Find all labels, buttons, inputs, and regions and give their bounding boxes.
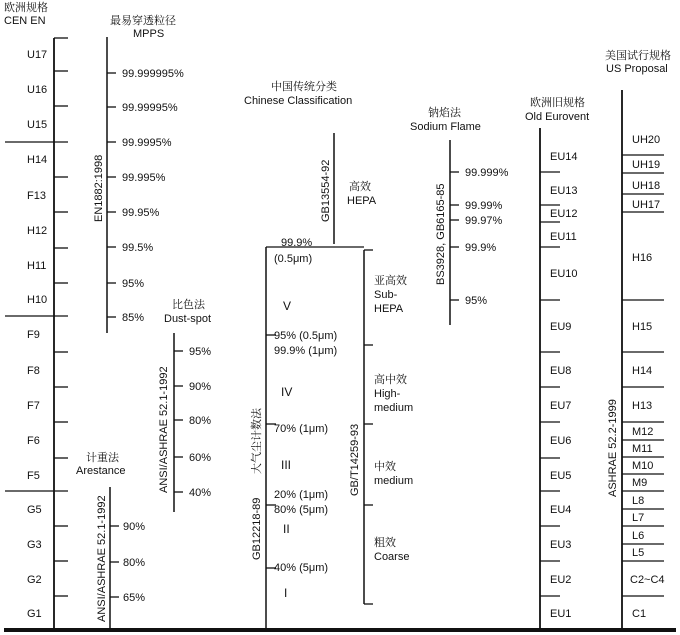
mpps-value: 99.5%: [122, 242, 154, 254]
sodium-standard: BS3928, GB6165-85: [435, 183, 447, 285]
dustspot-value: 40%: [189, 487, 212, 499]
mpps-value: 99.995%: [122, 172, 166, 184]
general-filter-standard: GB/T14259-93: [349, 423, 361, 496]
cen-grade: U17: [27, 49, 48, 61]
us-title-en: US Proposal: [606, 63, 668, 75]
us-grade: M9: [632, 477, 648, 489]
chinese-value: 95% (0.5μm): [274, 330, 338, 342]
chinese-value: 99.9% (1μm): [274, 345, 338, 357]
us-grade: H15: [632, 321, 653, 333]
eurovent-grade: EU6: [550, 435, 572, 447]
cen-grade: G3: [27, 539, 42, 551]
us-grade: C1: [632, 608, 647, 620]
dustspot-value: 90%: [189, 381, 212, 393]
eurovent-grade: EU12: [550, 208, 578, 220]
sodium-value: 95%: [465, 295, 488, 307]
dustspot-ticks: [174, 351, 183, 492]
cen-title-cn: 欧洲规格: [4, 2, 48, 14]
mpps-value-labels: [122, 68, 184, 324]
roman-class: IV: [281, 385, 293, 399]
arrestance-title-en: Arestance: [76, 465, 126, 477]
chinese-ticks: [266, 335, 276, 568]
dustspot-title-cn: 比色法: [172, 299, 205, 311]
us-grade: H13: [632, 400, 653, 412]
cen-grade: F5: [27, 470, 40, 482]
eurovent-grade: EU11: [550, 231, 577, 243]
us-grade: M10: [632, 460, 654, 472]
cen-grade: F6: [27, 435, 40, 447]
cen-grade: H12: [27, 225, 48, 237]
dustspot-value: 60%: [189, 452, 212, 464]
particle-count-standard: GB12218-89: [251, 497, 263, 560]
us-grade: UH20: [632, 134, 661, 146]
roman-class: II: [283, 522, 290, 536]
us-grade: UH19: [632, 159, 661, 171]
mpps-title-en: MPPS: [133, 28, 165, 40]
mpps-value: 85%: [122, 312, 145, 324]
cen-grade: H11: [27, 260, 47, 272]
cen-grade: U16: [27, 84, 48, 96]
dustspot-standard: ANSI/ASHRAE 52.1-1992: [158, 366, 170, 493]
eurovent-grade: EU13: [550, 185, 578, 197]
us-grade: M12: [632, 426, 654, 438]
class-en: High-: [374, 388, 401, 400]
chinese-value: 99.9%: [281, 237, 313, 249]
eurovent-grade: EU10: [550, 268, 578, 280]
cen-grade: G1: [27, 608, 42, 620]
us-grade: L8: [632, 495, 645, 507]
us-standard: ASHRAE 52.2-1999: [607, 399, 619, 497]
arrestance-value: 90%: [123, 521, 146, 533]
arrestance-value: 80%: [123, 557, 146, 569]
sodium-title-en: Sodium Flame: [410, 121, 481, 133]
dustspot-value: 95%: [189, 346, 212, 358]
eurovent-grade: EU7: [550, 400, 572, 412]
sodium-value: 99.9%: [465, 242, 497, 254]
class-cn: 中效: [374, 461, 396, 473]
hepa-standard: GB13554-92: [320, 159, 332, 222]
arrestance-title-cn: 计重法: [86, 452, 119, 464]
sodium-title-cn: 钠焰法: [428, 107, 461, 119]
arrestance-value: 65%: [123, 592, 146, 604]
class-en: Sub-: [374, 289, 398, 301]
arrestance-value-labels: [123, 521, 145, 604]
sodium-value-labels: [465, 167, 509, 307]
chinese-value: (0.5μm): [274, 253, 313, 265]
roman-class: V: [283, 299, 292, 313]
mpps-value: 99.95%: [122, 207, 160, 219]
class-en: HEPA: [347, 195, 377, 207]
us-grade-labels: [630, 134, 665, 620]
dustspot-value-labels: [189, 346, 211, 499]
arrestance-standard: ANSI/ASHRAE 52.1-1992: [96, 495, 108, 622]
eurovent-title-cn: 欧洲旧规格: [530, 97, 585, 109]
cen-grade: G2: [27, 574, 42, 586]
us-grade: H14: [632, 365, 653, 377]
cen-grade: F8: [27, 365, 40, 377]
chinese-value: 40% (5μm): [274, 562, 329, 574]
chinese-title-cn: 中国传统分类: [271, 81, 337, 93]
us-grade: L6: [632, 530, 645, 542]
cen-grade: G5: [27, 504, 42, 516]
cen-grade: F13: [27, 190, 46, 202]
mpps-value: 99.99995%: [122, 102, 178, 114]
chinese-value: 20% (1μm): [274, 489, 329, 501]
mpps-title-cn: 最易穿透粒径: [110, 15, 176, 27]
us-grade: UH17: [632, 199, 661, 211]
us-grade: UH18: [632, 180, 661, 192]
cen-grade-labels: [27, 49, 47, 620]
eurovent-grade: EU3: [550, 539, 572, 551]
cen-grade: H10: [27, 294, 48, 306]
roman-class: I: [284, 586, 288, 600]
arrestance-ticks: [110, 526, 119, 597]
chinese-value: 80% (5μm): [274, 504, 329, 516]
class-ticks: [364, 250, 373, 604]
eurovent-grade: EU8: [550, 365, 572, 377]
cen-grade: F7: [27, 400, 40, 412]
chinese-value: 70% (1μm): [274, 423, 329, 435]
eurovent-grade: EU2: [550, 574, 572, 586]
roman-class: III: [281, 458, 292, 472]
class-en: medium: [374, 402, 414, 414]
class-cn: 粗效: [374, 537, 396, 549]
chinese-class-labels: [347, 179, 413, 563]
mpps-ticks: [107, 73, 116, 317]
class-cn: 高效: [349, 181, 371, 193]
us-grade: L7: [632, 512, 645, 524]
sodium-value: 99.97%: [465, 215, 503, 227]
eurovent-grade: EU5: [550, 470, 572, 482]
mpps-standard: EN1882:1998: [93, 154, 105, 222]
sodium-ticks: [450, 172, 459, 300]
cen-grade: F9: [27, 329, 40, 341]
sodium-value: 99.99%: [465, 200, 503, 212]
eurovent-grade: EU9: [550, 321, 572, 333]
dustspot-title-en: Dust-spot: [164, 313, 212, 325]
cen-grade: H14: [27, 154, 48, 166]
class-en: medium: [374, 475, 414, 487]
eurovent-grade: EU4: [550, 504, 572, 516]
sodium-value: 99.999%: [465, 167, 509, 179]
particle-count-method: 大气尘计数法: [251, 408, 263, 474]
cen-title-en: CEN EN: [4, 15, 46, 27]
us-grade: C2~C4: [630, 574, 665, 586]
class-en: Coarse: [374, 551, 410, 563]
chinese-title-en: Chinese Classification: [244, 95, 353, 107]
class-cn: 高中效: [374, 374, 407, 386]
us-grade: L5: [632, 547, 645, 559]
mpps-value: 99.9995%: [122, 137, 172, 149]
class-en: HEPA: [374, 303, 404, 315]
dustspot-value: 80%: [189, 415, 212, 427]
mpps-value: 95%: [122, 278, 145, 290]
cen-grade: U15: [27, 119, 48, 131]
mpps-value: 99.999995%: [122, 68, 184, 80]
us-title-cn: 美国试行规格: [605, 50, 671, 62]
class-cn: 亚高效: [374, 275, 407, 287]
us-grade: M11: [632, 443, 653, 455]
eurovent-grade: EU1: [550, 608, 572, 620]
us-grade: H16: [632, 252, 653, 264]
eurovent-grade: EU14: [550, 151, 578, 163]
eurovent-title-en: Old Eurovent: [525, 111, 590, 123]
